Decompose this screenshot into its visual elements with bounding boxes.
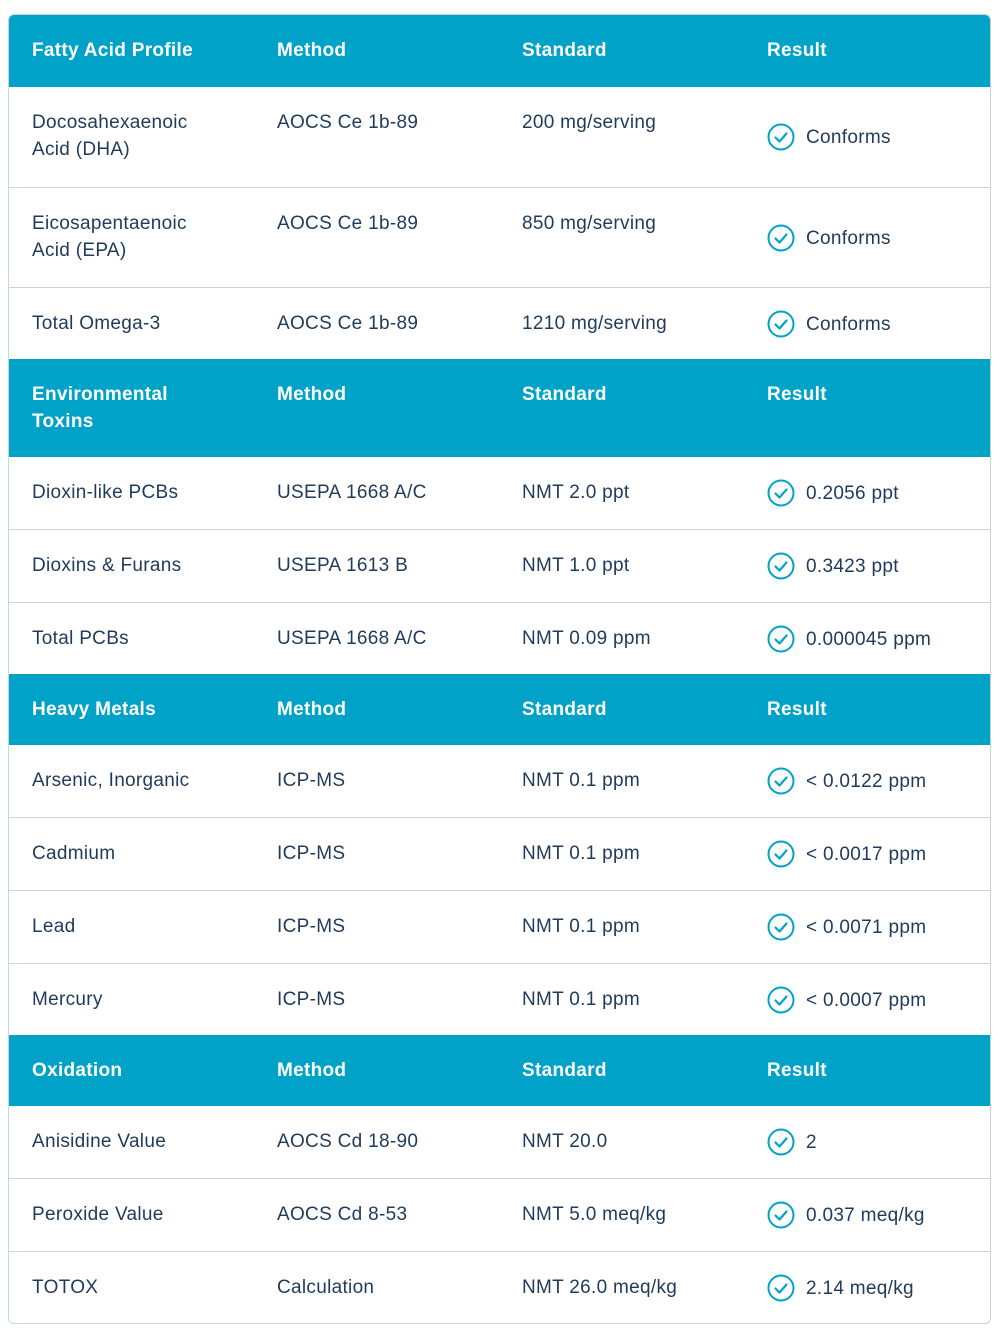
result-value: < 0.0071 ppm xyxy=(806,916,927,938)
test-result xyxy=(744,210,990,252)
result-value: Conforms xyxy=(806,126,891,148)
section-header-environmental-toxins xyxy=(9,359,990,457)
test-standard: NMT 1.0 ppt xyxy=(522,555,630,576)
test-standard: NMT 0.1 ppm xyxy=(522,770,641,791)
table-row xyxy=(9,1251,990,1323)
column-header-standard: Standard xyxy=(522,1060,607,1081)
test-result xyxy=(744,310,990,338)
section-header-heavy-metals xyxy=(9,674,990,745)
column-header-result: Result xyxy=(767,384,827,405)
test-name: Anisidine Value xyxy=(32,1131,167,1152)
test-method: AOCS Cd 8-53 xyxy=(277,1204,408,1225)
test-result xyxy=(744,767,990,795)
test-method: AOCS Ce 1b-89 xyxy=(277,213,419,234)
test-result xyxy=(744,840,990,868)
check-circle-icon xyxy=(767,552,795,580)
test-standard: 1210 mg/serving xyxy=(522,313,667,334)
column-header-method: Method xyxy=(277,699,347,720)
check-circle-icon xyxy=(767,1274,795,1302)
table-row xyxy=(9,817,990,890)
check-circle-icon xyxy=(767,913,795,941)
test-name: Lead xyxy=(32,916,76,937)
result-value: < 0.0007 ppm xyxy=(806,989,927,1011)
test-method: USEPA 1668 A/C xyxy=(277,628,427,649)
test-method: ICP-MS xyxy=(277,916,346,937)
column-header-method: Method xyxy=(277,1060,347,1081)
table-row xyxy=(9,87,990,187)
test-method: AOCS Ce 1b-89 xyxy=(277,313,419,334)
test-standard: NMT 5.0 meq/kg xyxy=(522,1204,667,1225)
test-name: Eicosapentaenoic Acid (EPA) xyxy=(32,213,187,261)
check-circle-icon xyxy=(767,123,795,151)
column-header-result: Result xyxy=(767,699,827,720)
result-value: 0.3423 ppt xyxy=(806,555,899,577)
section-title: Environmental Toxins xyxy=(32,384,168,432)
result-value: 0.037 meq/kg xyxy=(806,1204,925,1226)
check-circle-icon xyxy=(767,767,795,795)
table-row xyxy=(9,1106,990,1178)
check-circle-icon xyxy=(767,986,795,1014)
test-standard: 200 mg/serving xyxy=(522,112,657,133)
result-value: 2.14 meq/kg xyxy=(806,1277,914,1299)
table-row xyxy=(9,602,990,674)
test-name: Cadmium xyxy=(32,843,116,864)
test-method: Calculation xyxy=(277,1277,375,1298)
test-method: AOCS Cd 18-90 xyxy=(277,1131,419,1152)
result-value: 0.2056 ppt xyxy=(806,482,899,504)
table-row xyxy=(9,457,990,529)
result-value: Conforms xyxy=(806,313,891,335)
section-title: Fatty Acid Profile xyxy=(32,40,193,61)
test-method: AOCS Ce 1b-89 xyxy=(277,112,419,133)
test-result xyxy=(744,986,990,1014)
result-value: < 0.0122 ppm xyxy=(806,770,927,792)
test-result xyxy=(744,625,990,653)
result-value: < 0.0017 ppm xyxy=(806,843,927,865)
section-header-fatty-acid-profile xyxy=(9,15,990,87)
test-result xyxy=(744,552,990,580)
test-name: Dioxins & Furans xyxy=(32,555,182,576)
test-standard: NMT 0.1 ppm xyxy=(522,989,641,1010)
test-standard: NMT 20.0 xyxy=(522,1131,608,1152)
test-method: ICP-MS xyxy=(277,989,346,1010)
test-result xyxy=(744,1128,990,1156)
test-name: Peroxide Value xyxy=(32,1204,164,1225)
test-name: TOTOX xyxy=(32,1277,99,1298)
check-circle-icon xyxy=(767,224,795,252)
column-header-method: Method xyxy=(277,384,347,405)
table-row xyxy=(9,745,990,817)
table-row xyxy=(9,890,990,963)
result-value: Conforms xyxy=(806,227,891,249)
table-row xyxy=(9,963,990,1035)
test-standard: 850 mg/serving xyxy=(522,213,657,234)
test-standard: NMT 0.1 ppm xyxy=(522,843,641,864)
test-name: Total PCBs xyxy=(32,628,129,649)
check-circle-icon xyxy=(767,840,795,868)
column-header-standard: Standard xyxy=(522,699,607,720)
test-name: Docosahexaenoic Acid (DHA) xyxy=(32,112,188,160)
check-circle-icon xyxy=(767,1201,795,1229)
section-title: Oxidation xyxy=(32,1060,123,1081)
result-value: 2 xyxy=(806,1131,817,1153)
check-circle-icon xyxy=(767,479,795,507)
test-result xyxy=(744,1201,990,1229)
test-result xyxy=(744,1274,990,1302)
column-header-standard: Standard xyxy=(522,384,607,405)
test-name: Total Omega-3 xyxy=(32,313,161,334)
column-header-standard: Standard xyxy=(522,40,607,61)
table-row xyxy=(9,529,990,602)
table-row xyxy=(9,187,990,287)
test-standard: NMT 0.09 ppm xyxy=(522,628,651,649)
check-circle-icon xyxy=(767,625,795,653)
test-standard: NMT 26.0 meq/kg xyxy=(522,1277,678,1298)
result-value: 0.000045 ppm xyxy=(806,628,932,650)
section-title: Heavy Metals xyxy=(32,699,157,720)
test-result xyxy=(744,479,990,507)
test-method: ICP-MS xyxy=(277,843,346,864)
section-header-oxidation xyxy=(9,1035,990,1106)
test-method: USEPA 1668 A/C xyxy=(277,482,427,503)
test-results-table xyxy=(8,14,991,1324)
table-row xyxy=(9,1178,990,1251)
column-header-method: Method xyxy=(277,40,347,61)
test-name: Dioxin-like PCBs xyxy=(32,482,179,503)
test-method: ICP-MS xyxy=(277,770,346,791)
check-circle-icon xyxy=(767,310,795,338)
test-standard: NMT 2.0 ppt xyxy=(522,482,630,503)
test-result xyxy=(744,913,990,941)
test-result xyxy=(744,109,990,151)
test-standard: NMT 0.1 ppm xyxy=(522,916,641,937)
column-header-result: Result xyxy=(767,40,827,61)
test-name: Arsenic, Inorganic xyxy=(32,770,190,791)
column-header-result: Result xyxy=(767,1060,827,1081)
check-circle-icon xyxy=(767,1128,795,1156)
test-name: Mercury xyxy=(32,989,103,1010)
table-row xyxy=(9,287,990,359)
test-method: USEPA 1613 B xyxy=(277,555,409,576)
